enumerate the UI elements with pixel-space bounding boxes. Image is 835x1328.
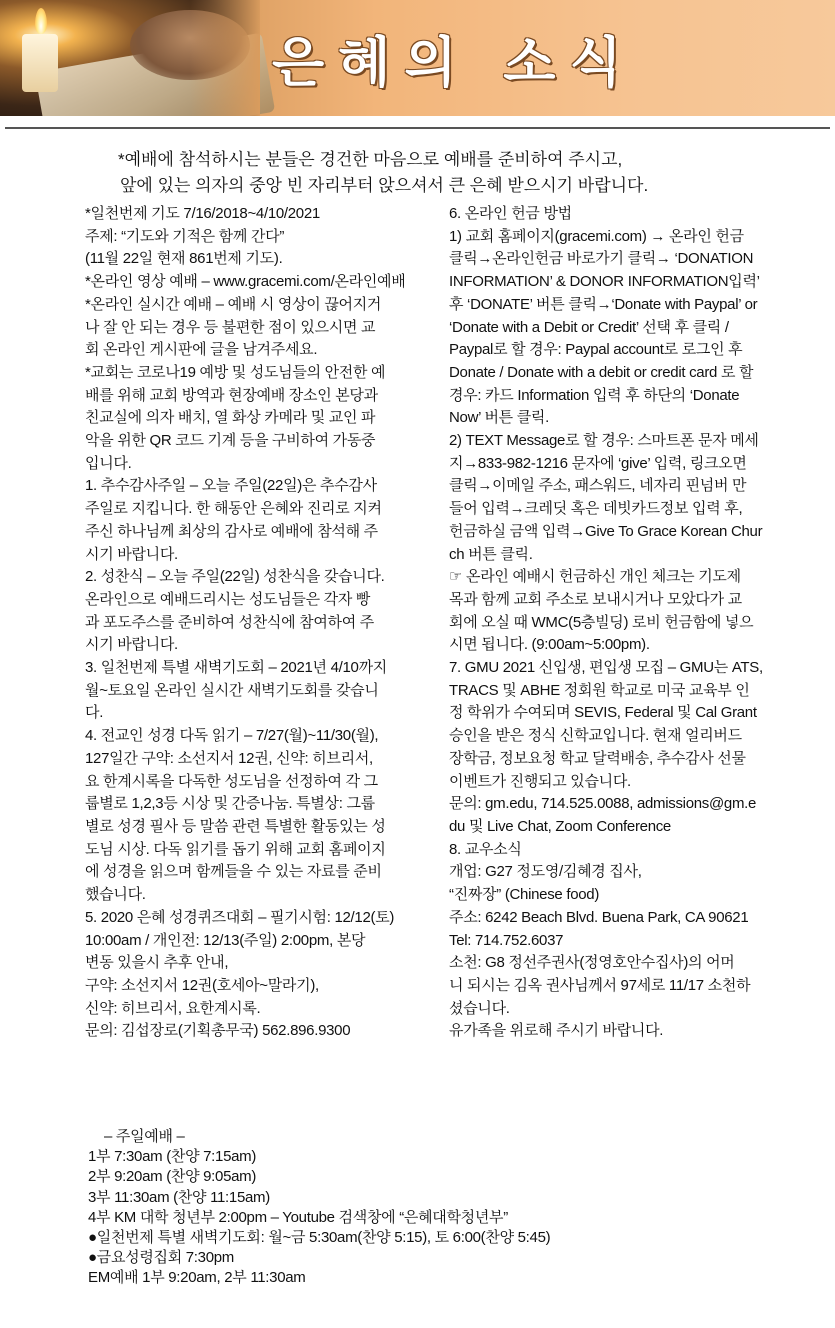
announcement-4: 4. 전교인 성경 다독 읽기 – 7/27(월)~11/30(월), 127일간 구약: 소선지서 12권, 신약: 히브리서, 요 한계시록을 다독한 성도님을 선정하여 각 그 룹별로 1,2,3등 시상 및 간증나눔. 특별상: 그룹 별로 성경 필사 등 말씀 관련 특별한 활동있는 성 도님 시상. 다독 읽기를 돕기 위해 교회 홈페이지 에 성경을 읽으며 함께들을 수 있는 자료를 준비 했습니다.: [85, 727, 386, 904]
worship-schedule: [88, 1127, 808, 1289]
left-column: [85, 203, 439, 1043]
announcement-7: 7. GMU 2021 신입생, 편입생 모집 – GMU는 ATS, TRACS 및 ABHE 정회원 학교로 미국 교육부 인 정 학위가 수여되며 SEVIS, Federal 및 Cal Grant 승인을 받은 정식 신학교입니다. 현재 얼리버드 장학금, 정보요청 학교 달력배송, 추수감사 선물 이벤트가 진행되고 있습니다. 문의: gm.edu, 714.525.0088, admissions@gm.e du 및 Live Chat, Zoom Conference: [449, 659, 763, 835]
schedule-title: – 주일예배 –: [104, 1128, 185, 1145]
photo-fade: [190, 0, 260, 116]
service-2: 2부 9:20am (찬양 9:05am): [88, 1168, 257, 1186]
header-banner: [0, 0, 835, 116]
candle-bible-photo: [0, 0, 260, 116]
candle-flame: [35, 8, 47, 34]
notice-line-1: *예배에 참석하시는 분들은 경건한 마음으로 예배를 준비하여 주시고,: [118, 150, 623, 169]
announcement-3: 3. 일천번제 특별 새벽기도회 – 2021년 4/10까지 월~토요일 온라인 실시간 새벽기도회를 갖습니 다.: [85, 659, 387, 722]
candle-image: [22, 34, 58, 92]
worship-notice: [118, 147, 818, 199]
announcement-2: 2. 성찬식 – 오늘 주일(22일) 성찬식을 갖습니다. 온라인으로 예배드리시는 성도님들은 각자 빵 과 포도주스를 준비하여 성찬식에 참여하여 주 시기 바랍니다.: [85, 568, 385, 654]
header-divider: [5, 127, 830, 129]
service-4: 4부 KM 대학 청년부 2:00pm – Youtube 검색창에 “은혜대학청년부”: [88, 1208, 508, 1226]
announcement-8: 8. 교우소식 개업: G27 정도영/김혜경 집사, “진짜장” (Chinese food) 주소: 6242 Beach Blvd. Buena Park, CA 90621 Tel: 714.752.6037: [449, 840, 749, 949]
right-column: [449, 203, 801, 1043]
service-3: 3부 11:30am (찬양 11:15am): [88, 1188, 270, 1206]
friday-service: ●금요성령집회 7:30pm: [88, 1249, 235, 1267]
condolence-notice: 소천: G8 정선주권사(정영호안수집사)의 어머 니 되시는 김옥 권사님께서 97세로 11/17 소천하 셨습니다. 유가족을 위로해 주시기 바랍니다.: [449, 954, 751, 1040]
intro-announcements: *일천번제 기도 7/16/2018~4/10/2021 주제: “기도와 기적은 함께 간다” (11월 22일 현재 861번제 기도). *온라인 영상 예배 – www.gracemi.com/온라인예배 *온라인 실시간 예배 – 예배 시 영상이 끊어지거 나 잘 안 되는 경우 등 불편한 점이 있으시면 교 회 온라인 게시판에 글을 남겨주세요. *교회는 코로나19 예방 및 성도님들의 안전한 예 배를 위해 교회 방역과 현장예배 장소인 본당과 친교실에 의자 배치, 열 화상 카메라 및 교인 파 악을 위한 QR 코드 기계 등을 구비하여 가동중 입니다.: [85, 205, 406, 472]
announcement-5: 5. 2020 은혜 성경퀴즈대회 – 필기시험: 12/12(토) 10:00am / 개인전: 12/13(주일) 2:00pm, 본당 변동 있을시 추후 안내, 구약: 소선지서 12권(호세아~말라기), 신약: 히브리서, 요한계시록. 문의: 김섭장로(기획총무국) 562.896.9300: [85, 908, 395, 1040]
page-title: 은혜의 소식: [272, 31, 636, 94]
announcement-6: 6. 온라인 헌금 방법 1) 교회 홈페이지(gracemi.com) → 온라인 헌금 클릭→온라인헌금 바로가기 클릭→ ‘DONATION INFORMATION’ & DONOR INFORMATION입력’ 후 ‘DONATE’ 버튼 클릭→‘Donate with Paypal’ or ‘Donate with a Debit or Credit’ 선택 후 클릭 / Paypal로 할 경우: Paypal account로 로그인 후 Donate / Donate with a debit or credit card 로 할 경우: 카드 Information 입력 후 하단의 ‘Donate Now’ 버튼 클릭. 2) TEXT Message로 할 경우: 스마트폰 문자 메세 지→833-982-1216 문자에 ‘give’ 입력, 링크오면 클릭→이메일 주소, 패스워드, 네자리 핀넘버 만 들어 입력→크레딧 혹은 데빗카드정보 입력 후, 헌금하실 금액 입력→Give To Grace Korean Chur ch 버튼 클릭. ☞ 온라인 예배시 헌금하신 개인 체크는 기도제 목과 함께 교회 주소로 보내시거나 모았다가 교 회에 오실 때 WMC(5층빌딩) 로비 헌금함에 넣으 시면 됩니다. (9:00am~5:00pm).: [449, 205, 763, 654]
dawn-prayer: ●일천번제 특별 새벽기도회: 월~금 5:30am(찬양 5:15), 토 6:00(찬양 5:45): [88, 1229, 551, 1247]
announcement-1: 1. 추수감사주일 – 오늘 주일(22일)은 추수감사 주일로 지킵니다. 한 해동안 은혜와 진리로 지켜 주신 하나님께 최상의 감사로 예배에 참석해 주 시기 바랍니다.: [85, 477, 382, 563]
service-1: 1부 7:30am (찬양 7:15am): [88, 1148, 257, 1166]
em-service: EM예배 1부 9:20am, 2부 11:30am: [88, 1269, 306, 1287]
notice-line-2: 앞에 있는 의자의 중앙 빈 자리부터 앉으셔서 큰 은혜 받으시기 바랍니다.: [120, 176, 649, 195]
